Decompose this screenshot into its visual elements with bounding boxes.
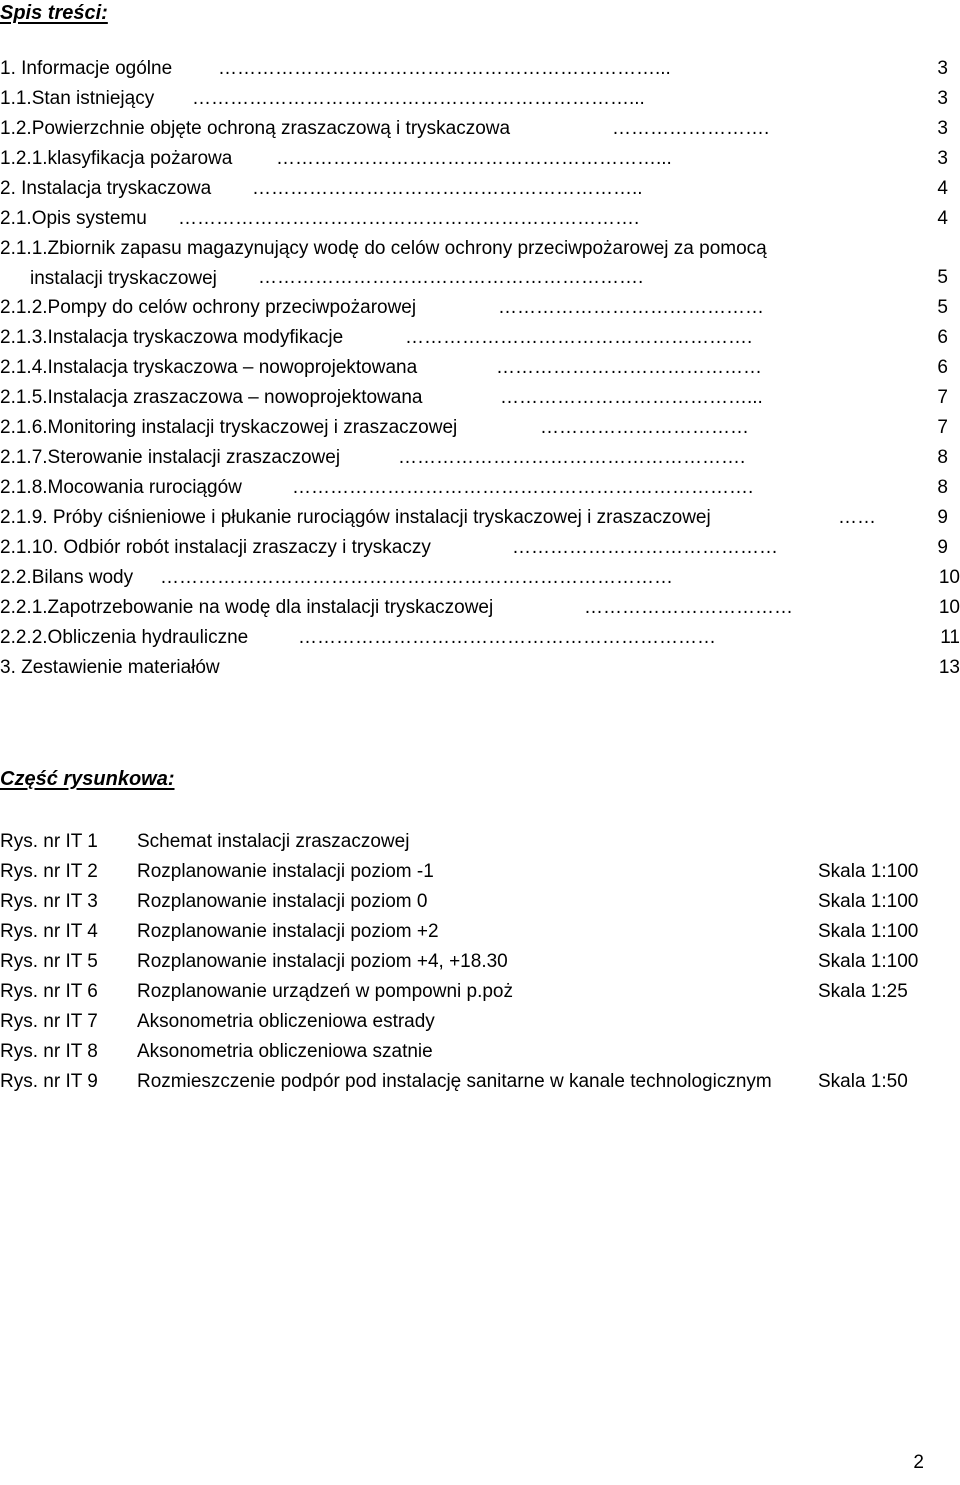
toc-entry[interactable] (0, 234, 960, 293)
toc-entry-label: 3. Zestawienie materiałów (0, 657, 220, 678)
toc-entry-leader: ……………………. (612, 118, 770, 139)
toc-entry-leader: …………………………………... (500, 387, 763, 408)
drawing-number: Rys. nr IT 7 (0, 1011, 98, 1032)
toc-entry-leader: ……………………………………………………………………… (160, 567, 673, 588)
toc-entry-page: 9 (937, 507, 948, 528)
drawing-item (0, 977, 960, 1007)
drawing-number: Rys. nr IT 1 (0, 831, 98, 852)
toc-entry-page: 3 (937, 118, 948, 139)
toc-entry-label: 2.1.Opis systemu (0, 208, 147, 229)
drawing-title: Rozplanowanie instalacji poziom 0 (137, 891, 428, 912)
toc-entry-page: 8 (937, 477, 948, 498)
toc-entry-leader: …………………………………… (498, 297, 764, 318)
toc-entry-label: 2.1.5.Instalacja zraszaczowa – nowoprojektowana (0, 387, 423, 408)
toc-entry-label: 2.1.2.Pompy do celów ochrony przeciwpożarowej (0, 297, 417, 318)
toc-entry-page: 4 (937, 208, 948, 229)
toc-entry-label: 2. Instalacja tryskaczowa (0, 178, 212, 199)
drawing-scale: Skala 1:100 (818, 951, 919, 972)
drawing-number: Rys. nr IT 2 (0, 861, 98, 882)
toc-entry-label: 2.1.9. Próby ciśnieniowe i płukanie rurociągów instalacji tryskaczowej i zraszaczowej (0, 507, 711, 528)
toc-entry[interactable] (0, 144, 960, 174)
toc-entry-leader: ………………………………………………………………. (292, 477, 754, 498)
toc-entry-label: 2.1.10. Odbiór robót instalacji zraszaczy i tryskaczy (0, 537, 431, 558)
drawings-heading: Część rysunkowa: (0, 768, 175, 790)
toc-entry-label: 1.1.Stan istniejący (0, 88, 155, 109)
toc-entry[interactable] (0, 323, 960, 353)
drawing-scale: Skala 1:50 (818, 1071, 908, 1092)
toc-entry-label: 2.1.7.Sterowanie instalacji zraszaczowej (0, 447, 341, 468)
toc-entry-leader: ………………………………………………. (405, 327, 753, 348)
toc-entry-page: 10 (938, 567, 960, 588)
drawing-title: Rozplanowanie urządzeń w pompowni p.poż (137, 981, 514, 1002)
toc-entry-label: 1.2.1.klasyfikacja pożarowa (0, 148, 233, 169)
toc-entry[interactable] (0, 503, 960, 533)
toc-entry-label-line1: 2.1.1.Zbiornik zapasu magazynujący wodę do celów ochrony przeciwpożarowej za pomocą (0, 238, 767, 259)
toc-entry-page: 7 (937, 387, 948, 408)
toc-entry-leader: …………………………………………………….. (252, 178, 643, 199)
toc-entry-page: 5 (937, 297, 948, 318)
toc-entry[interactable] (0, 84, 960, 114)
toc-entry[interactable] (0, 623, 960, 653)
drawing-title: Rozplanowanie instalacji poziom -1 (137, 861, 434, 882)
toc-entry-leader: …………………………………… (512, 537, 778, 558)
toc-entry-leader: …………………………… (540, 417, 749, 438)
toc-entry-page: 10 (938, 597, 960, 618)
toc-entry-page: 3 (937, 58, 948, 79)
toc-entry[interactable] (0, 383, 960, 413)
toc-entry-page: 9 (937, 537, 948, 558)
drawing-number: Rys. nr IT 3 (0, 891, 98, 912)
toc-entry-page: 3 (937, 88, 948, 109)
drawing-title: Rozplanowanie instalacji poziom +4, +18.30 (137, 951, 508, 972)
toc-entry-leader: ……………………………………………………. (258, 267, 644, 288)
toc-entry-leader: ………………………………………………………… (298, 627, 716, 648)
drawing-item (0, 1067, 960, 1127)
toc-entry-label: 1.2.Powierzchnie objęte ochroną zraszaczową i tryskaczowa (0, 118, 511, 139)
drawing-title: Rozplanowanie instalacji poziom +2 (137, 921, 439, 942)
toc-entry[interactable] (0, 114, 960, 144)
toc-entry-page: 5 (937, 267, 948, 288)
toc-entry-label: 2.2.2.Obliczenia hydrauliczne (0, 627, 249, 648)
toc-entry[interactable] (0, 293, 960, 323)
drawing-scale: Skala 1:25 (818, 981, 908, 1002)
drawing-title: Aksonometria obliczeniowa szatnie (137, 1041, 433, 1062)
drawing-item (0, 917, 960, 947)
toc-entry[interactable] (0, 443, 960, 473)
toc-entry-label-line2: instalacji tryskaczowej (30, 267, 217, 289)
drawing-item (0, 1037, 960, 1067)
toc-entry[interactable] (0, 473, 960, 503)
drawing-item (0, 857, 960, 887)
drawing-title: Aksonometria obliczeniowa estrady (137, 1011, 435, 1032)
page-number: 2 (913, 1452, 924, 1473)
table-of-contents (0, 54, 960, 683)
toc-entry-page: 8 (937, 447, 948, 468)
drawing-scale: Skala 1:100 (818, 891, 919, 912)
toc-entry[interactable] (0, 174, 960, 204)
toc-entry-leader: ………………………………………………. (398, 447, 746, 468)
drawing-scale: Skala 1:100 (818, 861, 919, 882)
drawings-list (0, 827, 960, 1127)
drawing-number: Rys. nr IT 8 (0, 1041, 98, 1062)
toc-entry[interactable] (0, 413, 960, 443)
toc-entry-page: 4 (937, 178, 948, 199)
toc-heading: Spis treści: (0, 2, 108, 24)
drawing-item (0, 947, 960, 977)
toc-entry-label: 1. Informacje ogólne (0, 58, 173, 79)
drawing-title: Schemat instalacji zraszaczowej (137, 831, 410, 852)
toc-entry-leader: ………………………………………………………………. (178, 208, 640, 229)
drawing-item (0, 1007, 960, 1037)
toc-entry-page: 7 (937, 417, 948, 438)
toc-entry-leader: ……………………………………………………………... (218, 58, 671, 79)
toc-entry-page: 3 (937, 148, 948, 169)
toc-entry-page: 6 (937, 357, 948, 378)
drawing-item (0, 827, 960, 857)
toc-entry-label: 2.1.6.Monitoring instalacji tryskaczowej i zraszaczowej (0, 417, 458, 438)
toc-entry[interactable] (0, 563, 960, 593)
toc-entry[interactable] (0, 533, 960, 563)
toc-entry-leader: ……………………………………………………………... (192, 88, 645, 109)
toc-entry-leader: ……………………………………………………... (276, 148, 672, 169)
toc-entry-label: 2.1.8.Mocowania rurociągów (0, 477, 242, 498)
toc-entry-label: 2.2.1.Zapotrzebowanie na wodę dla instalacji tryskaczowej (0, 597, 494, 618)
drawing-number: Rys. nr IT 5 (0, 951, 98, 972)
toc-entry-leader: …… (838, 507, 876, 528)
toc-entry[interactable] (0, 204, 960, 234)
toc-entry[interactable] (0, 593, 960, 623)
drawing-scale: Skala 1:100 (818, 921, 919, 942)
toc-entry-page: 11 (940, 627, 960, 648)
drawing-number: Rys. nr IT 4 (0, 921, 98, 942)
drawing-number: Rys. nr IT 6 (0, 981, 98, 1002)
drawing-number: Rys. nr IT 9 (0, 1071, 98, 1092)
toc-entry-label: 2.1.4.Instalacja tryskaczowa – nowoprojektowana (0, 357, 418, 378)
toc-entry[interactable] (0, 353, 960, 383)
drawing-title: Rozmieszczenie podpór pod instalację sanitarne w kanale technologicznym (137, 1071, 772, 1092)
toc-entry-label: 2.1.3.Instalacja tryskaczowa modyfikacje (0, 327, 344, 348)
toc-entry-label: 2.2.Bilans wody (0, 567, 134, 588)
toc-entry[interactable] (0, 653, 960, 683)
toc-entry-leader: …………………………………… (496, 357, 762, 378)
toc-entry-leader: …………………………… (584, 597, 793, 618)
toc-entry-page: 6 (937, 327, 948, 348)
toc-entry[interactable] (0, 54, 960, 84)
drawing-item (0, 887, 960, 917)
toc-entry-page: 13 (938, 657, 960, 678)
